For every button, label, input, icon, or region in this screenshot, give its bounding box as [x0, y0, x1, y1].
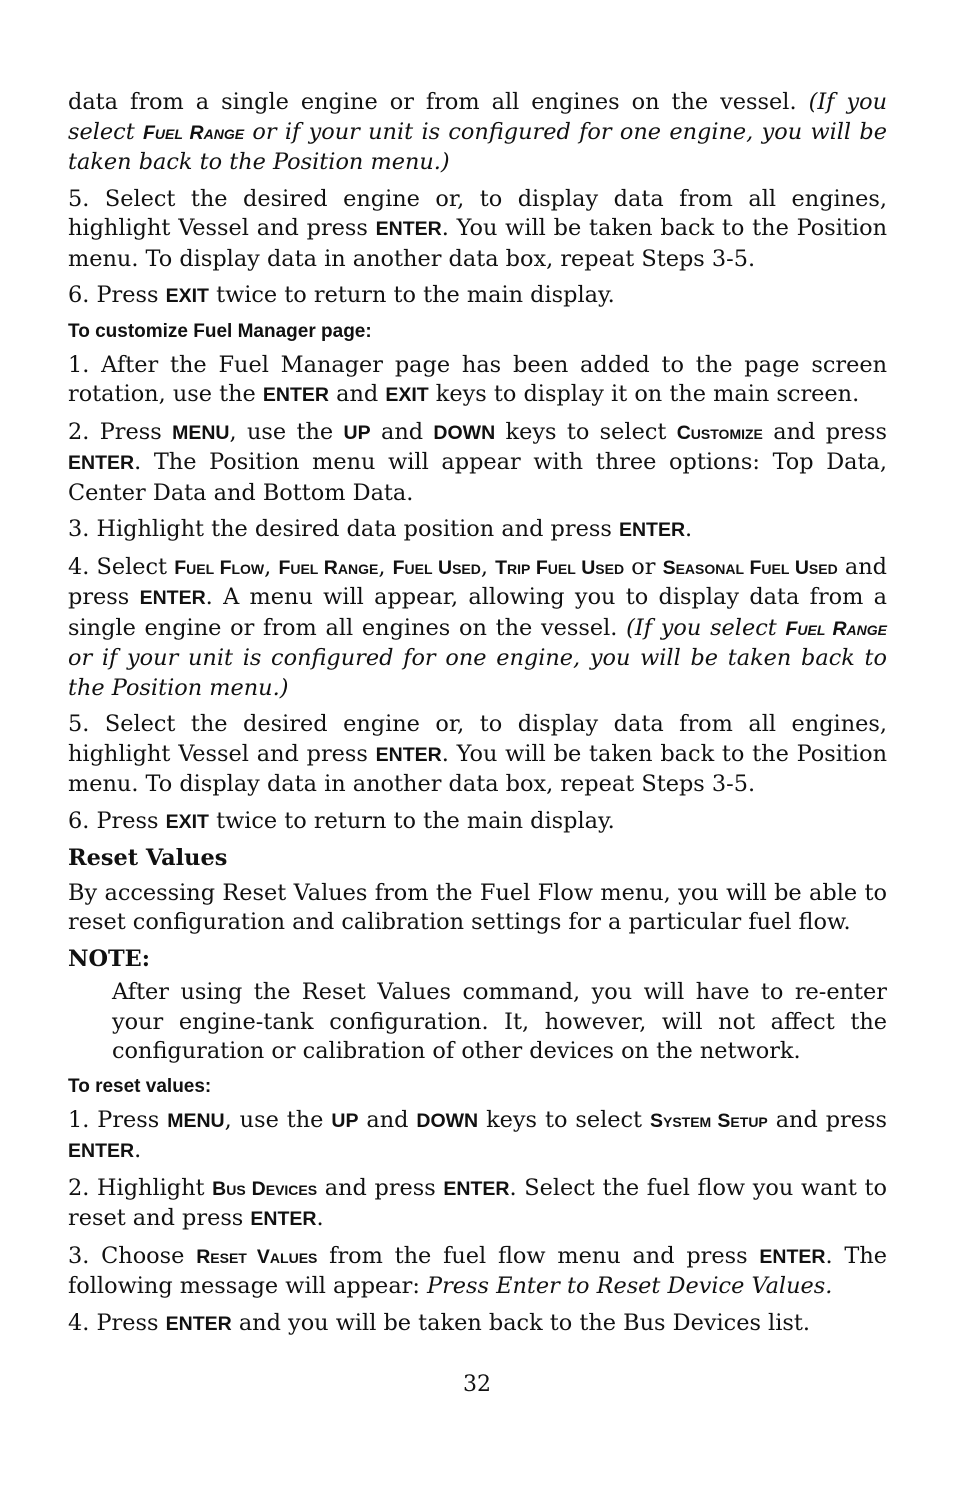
text: data from a single engine or from all engines on the vessel.: [68, 89, 809, 115]
step-6-press-exit-2: [68, 807, 887, 838]
step-6-press-exit: [68, 281, 887, 312]
menu-term: Fuel Range: [143, 121, 245, 144]
text: 6. Press: [68, 282, 166, 308]
text: and: [358, 1106, 417, 1133]
key-name: MENU: [172, 421, 230, 444]
text: 5. Select the desired engine or, to display data from all engines, highlight Vessel and press: [68, 711, 887, 767]
text: 2. Press: [68, 418, 173, 445]
text: twice to return to the main display.: [208, 807, 615, 834]
step-1-fuel-manager: [68, 351, 887, 411]
text: from the fuel flow menu and press: [317, 1242, 760, 1269]
paragraph-reset-values-intro: By accessing Reset Values from the Fuel Flow menu, you will be able to reset configuration and calibration settings for a particular fuel flow.: [68, 879, 887, 935]
key-name: DOWN: [416, 1109, 479, 1132]
text: , use the: [229, 418, 344, 445]
text: . A menu will appear, allowing you to display data from a single engine or from all engines on the vessel.: [68, 584, 888, 641]
text: . You will be taken back to the Position menu. To display data in another data box, repeat Steps 3-5.: [68, 215, 887, 272]
key-name: ENTER: [443, 1177, 510, 1200]
text: or if your unit is configured for one engine, you will be taken back to the Position menu.): [68, 118, 887, 175]
text: keys to display it on the main screen.: [428, 381, 860, 407]
text: . Select the fuel flow you want to reset and press: [68, 1174, 887, 1231]
menu-term: Seasonal Fuel Used: [662, 556, 838, 579]
text: 1. Press: [68, 1106, 168, 1133]
text: keys to select: [495, 418, 677, 445]
text: .: [316, 1205, 324, 1231]
menu-term: Fuel Range: [785, 617, 887, 640]
step-4-select-fuel-item: [68, 553, 887, 704]
key-name: ENTER: [262, 384, 329, 406]
text: or: [624, 553, 663, 580]
key-name: EXIT: [165, 285, 209, 307]
key-name: DOWN: [433, 421, 496, 444]
menu-term: Fuel Range: [278, 556, 379, 579]
text: (If you select: [68, 89, 887, 145]
text: 2. Highlight: [68, 1174, 213, 1201]
key-name: MENU: [167, 1109, 225, 1132]
text: twice to return to the main display.: [208, 282, 615, 308]
text: and you will be taken back to the Bus Devices list.: [231, 1309, 810, 1336]
menu-term: Bus Devices: [212, 1177, 318, 1200]
text: ,: [378, 553, 393, 580]
text: ,: [264, 553, 279, 580]
reset-step-4: [68, 1309, 887, 1340]
step-5-select-engine: [68, 185, 887, 275]
page-number: 32: [463, 1372, 491, 1397]
text: , use the: [224, 1106, 332, 1133]
key-name: ENTER: [250, 1208, 317, 1230]
text: ,: [480, 553, 496, 580]
text: .: [685, 516, 693, 542]
text: and press: [762, 418, 887, 445]
text: and press: [767, 1106, 887, 1133]
text: and: [370, 418, 434, 445]
step-3-highlight-position: [68, 515, 887, 546]
text: keys to select: [478, 1106, 650, 1133]
key-name: ENTER: [68, 452, 135, 474]
note-text: After using the Reset Values command, you will have to re-enter your engine-tank configuration. It, however, will not affect the configuration or calibration of other devices on the network.: [112, 979, 887, 1064]
menu-term: Reset Values: [196, 1245, 318, 1268]
key-name: UP: [331, 1109, 359, 1132]
note-label: NOTE:: [68, 945, 150, 972]
text: 5. Select the desired engine or, to display data from all engines, highlight Vessel and press: [68, 185, 887, 241]
text: 4. Select: [68, 553, 175, 580]
menu-term: Customize: [676, 421, 763, 444]
key-name: ENTER: [139, 587, 206, 609]
key-name: ENTER: [375, 743, 442, 766]
text: Press Enter to Reset Device Values.: [427, 1273, 833, 1299]
step-5-select-engine-2: [68, 710, 887, 800]
text: 3. Choose: [68, 1242, 197, 1269]
menu-term: Fuel Used: [392, 556, 481, 579]
heading-to-reset-values: To reset values:: [68, 1075, 212, 1097]
section-title-reset-values: Reset Values: [68, 845, 228, 871]
text: and: [328, 381, 386, 407]
key-name: UP: [343, 421, 371, 444]
key-name: ENTER: [68, 1140, 135, 1162]
menu-term: Trip Fuel Used: [495, 556, 625, 579]
text: . The Position menu will appear with three options: Top Data, Center Data and Bottom Data.: [68, 449, 887, 506]
text: 3. Highlight the desired data position and press: [68, 516, 619, 542]
key-name: ENTER: [375, 218, 442, 240]
text: (If you select: [626, 614, 786, 641]
text: . You will be taken back to the Position menu. To display data in another data box, repeat Steps 3-5.: [68, 740, 887, 797]
reset-step-1: [68, 1106, 887, 1167]
text: 4. Press: [68, 1309, 166, 1336]
reset-step-3: [68, 1242, 887, 1302]
heading-customize-fuel-manager: To customize Fuel Manager page:: [68, 320, 372, 342]
text: 1. After the Fuel Manager page has been added to the page screen rotation, use the: [68, 351, 887, 407]
key-name: ENTER: [165, 1312, 232, 1335]
menu-term: System Setup: [649, 1109, 768, 1132]
text: and press: [68, 553, 887, 610]
text: or if your unit is configured for one engine, you will be taken back to the Position menu.): [68, 645, 887, 701]
step-2-customize: [68, 418, 887, 509]
key-name: EXIT: [165, 810, 209, 833]
menu-term: Fuel Flow: [174, 556, 265, 579]
manual-page: [68, 88, 887, 1346]
key-name: ENTER: [759, 1245, 826, 1268]
text: . The following message will appear:: [68, 1242, 887, 1299]
text: .: [134, 1137, 142, 1163]
paragraph-fuel-range-note: [68, 88, 887, 178]
key-name: EXIT: [385, 384, 429, 406]
text: and press: [317, 1174, 444, 1201]
text: 6. Press: [68, 807, 166, 834]
key-name: ENTER: [618, 519, 686, 541]
reset-step-2: [68, 1174, 887, 1235]
